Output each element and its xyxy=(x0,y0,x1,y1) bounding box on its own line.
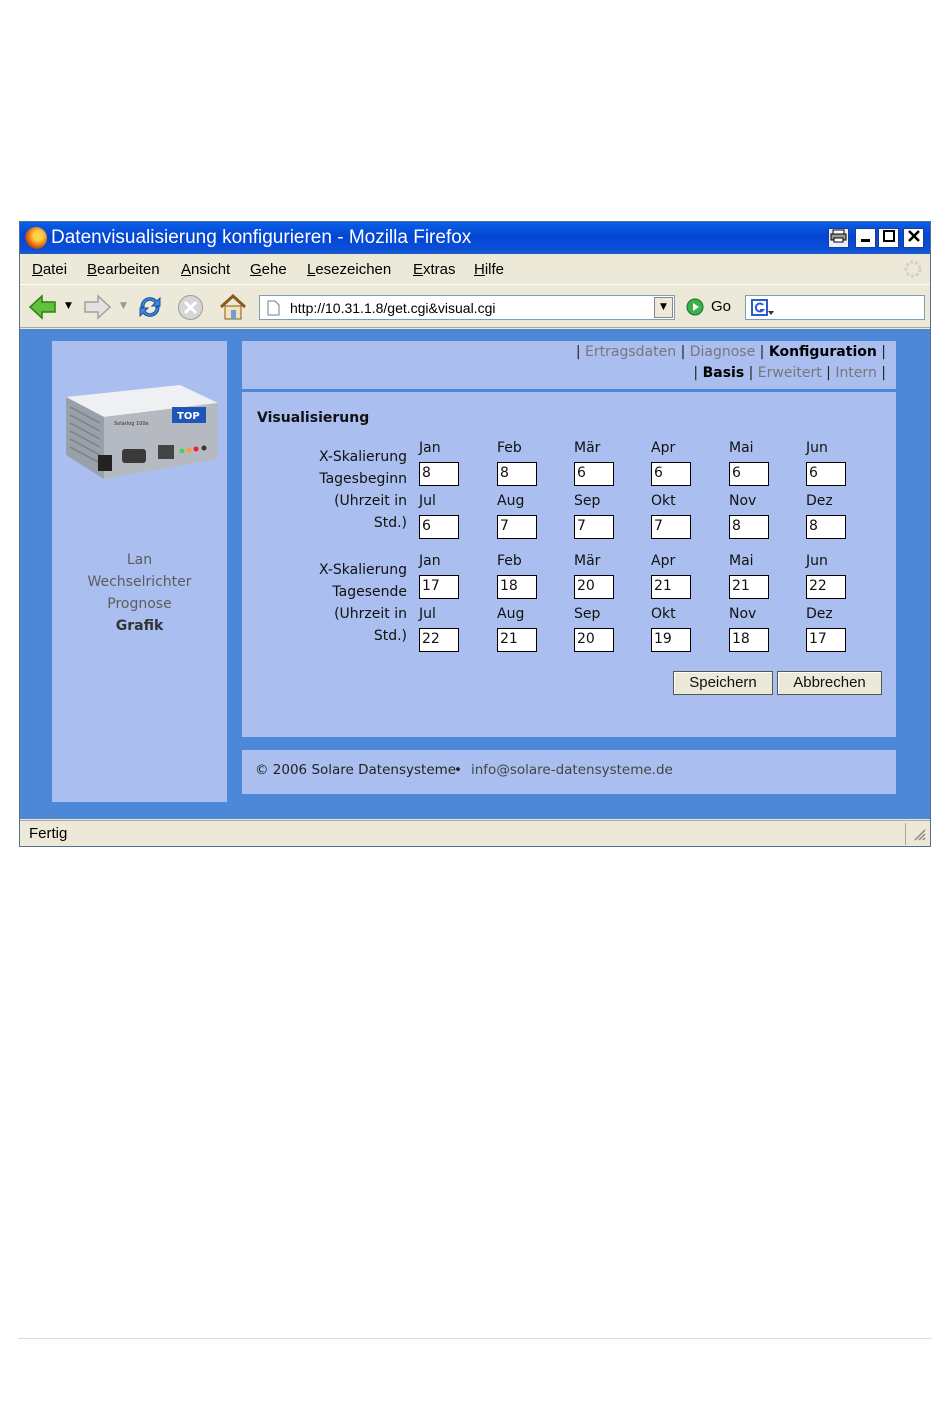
page-bottom-rule xyxy=(18,1338,932,1339)
resize-grip-icon[interactable] xyxy=(912,827,926,845)
start-nov-input[interactable]: 8 xyxy=(729,515,769,539)
month-label: Nov xyxy=(729,606,757,622)
end-aug-input[interactable]: 21 xyxy=(497,628,537,652)
end-row-label: X-Skalierung Tagesende (Uhrzeit in Std.) xyxy=(318,562,407,644)
start-mai-input[interactable]: 6 xyxy=(729,462,769,486)
start-mar-input[interactable]: 6 xyxy=(574,462,614,486)
start-apr-input[interactable]: 6 xyxy=(651,462,691,486)
end-jul-input[interactable]: 22 xyxy=(419,628,459,652)
start-aug-input[interactable]: 7 xyxy=(497,515,537,539)
month-label: Apr xyxy=(651,553,676,569)
start-row-label: X-Skalierung Tagesbeginn (Uhrzeit in Std.) xyxy=(318,449,407,531)
nav-basis[interactable]: Basis xyxy=(702,365,745,381)
browser-window xyxy=(19,221,931,847)
month-label: Dez xyxy=(806,606,833,622)
month-label: Nov xyxy=(729,493,757,509)
main-panel xyxy=(242,392,896,737)
forward-arrow-icon[interactable] xyxy=(82,294,112,324)
google-search-icon xyxy=(751,299,775,321)
search-input[interactable] xyxy=(745,295,925,320)
status-divider xyxy=(905,823,906,845)
month-label: Feb xyxy=(497,440,522,456)
reload-icon[interactable] xyxy=(136,293,164,325)
month-label: Mär xyxy=(574,440,601,456)
top-navigation: | Ertragsdaten | Diagnose | Konfiguration | | Basis | Erweitert | Intern | xyxy=(242,341,896,389)
device-image xyxy=(58,379,220,487)
menu-gehe[interactable]: Gehe xyxy=(250,261,287,278)
copyright-text: © 2006 Solare Datensysteme xyxy=(255,762,457,778)
start-jun-input[interactable]: 6 xyxy=(806,462,846,486)
end-okt-input[interactable]: 19 xyxy=(651,628,691,652)
save-button[interactable]: Speichern xyxy=(673,671,773,695)
start-jan-input[interactable]: 8 xyxy=(419,462,459,486)
menu-ansicht[interactable]: Ansicht xyxy=(181,261,231,278)
month-label: Mai xyxy=(729,553,754,569)
start-dez-input[interactable]: 8 xyxy=(806,515,846,539)
month-label: Jan xyxy=(419,553,441,569)
end-jun-input[interactable]: 22 xyxy=(806,575,846,599)
sidebar-item-prognose[interactable]: Prognose xyxy=(107,596,172,612)
menu-hilfe[interactable]: Hilfe xyxy=(474,261,505,278)
sidebar-nav xyxy=(52,549,227,637)
firefox-icon xyxy=(25,227,47,249)
end-dez-input[interactable]: 17 xyxy=(806,628,846,652)
start-okt-input[interactable]: 7 xyxy=(651,515,691,539)
end-feb-input[interactable]: 18 xyxy=(497,575,537,599)
month-label: Jul xyxy=(419,493,436,509)
month-label: Mai xyxy=(729,440,754,456)
month-label: Sep xyxy=(574,606,601,622)
minimize-button[interactable] xyxy=(855,228,876,248)
back-arrow-icon[interactable] xyxy=(28,294,58,324)
stop-icon[interactable] xyxy=(177,294,204,325)
left-sidebar xyxy=(52,341,227,802)
month-label: Mär xyxy=(574,553,601,569)
forward-dropdown-icon[interactable]: ▼ xyxy=(120,301,127,311)
navigation-toolbar xyxy=(20,284,930,328)
svg-text:Solarlog 100e: Solarlog 100e xyxy=(114,421,149,427)
month-label: Jun xyxy=(806,553,828,569)
menu-extras[interactable]: Extras xyxy=(413,261,456,278)
section-heading: Visualisierung xyxy=(257,410,370,426)
address-bar[interactable] xyxy=(259,295,675,320)
month-label: Apr xyxy=(651,440,676,456)
window-title: Datenvisualisierung konfigurieren - Mozilla Firefox xyxy=(51,227,472,248)
back-dropdown-icon[interactable]: ▼ xyxy=(65,301,72,311)
menu-datei[interactable]: Datei xyxy=(32,261,68,278)
close-button[interactable] xyxy=(903,228,924,248)
page-footer xyxy=(242,750,896,794)
menu-lesezeichen[interactable]: Lesezeichen xyxy=(307,261,392,278)
month-label: Jan xyxy=(419,440,441,456)
end-apr-input[interactable]: 21 xyxy=(651,575,691,599)
month-label: Jun xyxy=(806,440,828,456)
menu-bar xyxy=(20,255,930,283)
go-button[interactable]: Go xyxy=(711,298,732,315)
nav-ertragsdaten[interactable]: Ertragsdaten xyxy=(585,344,677,360)
start-feb-input[interactable]: 8 xyxy=(497,462,537,486)
month-label: Aug xyxy=(497,493,525,509)
sidebar-item-grafik[interactable]: Grafik xyxy=(115,618,164,634)
month-label: Okt xyxy=(651,606,676,622)
end-mai-input[interactable]: 21 xyxy=(729,575,769,599)
page-icon xyxy=(267,300,280,319)
page-content xyxy=(20,329,930,819)
sidebar-item-lan[interactable]: Lan xyxy=(126,552,153,568)
sidebar-item-wechselrichter[interactable]: Wechselrichter xyxy=(87,574,192,590)
end-sep-input[interactable]: 20 xyxy=(574,628,614,652)
month-label: Feb xyxy=(497,553,522,569)
nav-diagnose[interactable]: Diagnose xyxy=(689,344,756,360)
title-bar xyxy=(20,222,930,254)
status-text: Fertig xyxy=(29,825,68,842)
maximize-button[interactable] xyxy=(878,228,899,248)
menu-bearbeiten[interactable]: Bearbeiten xyxy=(87,261,160,278)
status-bar xyxy=(20,820,930,846)
cancel-button[interactable]: Abbrechen xyxy=(777,671,882,695)
month-label: Aug xyxy=(497,606,525,622)
nav-erweitert[interactable]: Erweitert xyxy=(757,365,822,381)
home-icon[interactable] xyxy=(218,292,248,326)
footer-bullet: • xyxy=(454,762,462,778)
url-text: http://10.31.1.8/get.cgi&visual.cgi xyxy=(290,300,496,316)
url-dropdown-button[interactable]: ▼ xyxy=(654,297,673,318)
nav-konfiguration[interactable]: Konfiguration xyxy=(768,344,877,360)
end-nov-input[interactable]: 18 xyxy=(729,628,769,652)
go-icon[interactable] xyxy=(686,298,704,320)
end-jan-input[interactable]: 17 xyxy=(419,575,459,599)
start-sep-input[interactable]: 7 xyxy=(574,515,614,539)
month-label: Jul xyxy=(419,606,436,622)
svg-text:TOP: TOP xyxy=(177,411,200,422)
email-link[interactable]: info@solare-datensysteme.de xyxy=(471,762,673,778)
month-label: Sep xyxy=(574,493,601,509)
start-jul-input[interactable]: 6 xyxy=(419,515,459,539)
month-label: Dez xyxy=(806,493,833,509)
print-icon[interactable] xyxy=(828,228,849,248)
nav-intern[interactable]: Intern xyxy=(835,365,877,381)
end-mar-input[interactable]: 20 xyxy=(574,575,614,599)
month-label: Okt xyxy=(651,493,676,509)
throbber-icon xyxy=(904,260,922,282)
